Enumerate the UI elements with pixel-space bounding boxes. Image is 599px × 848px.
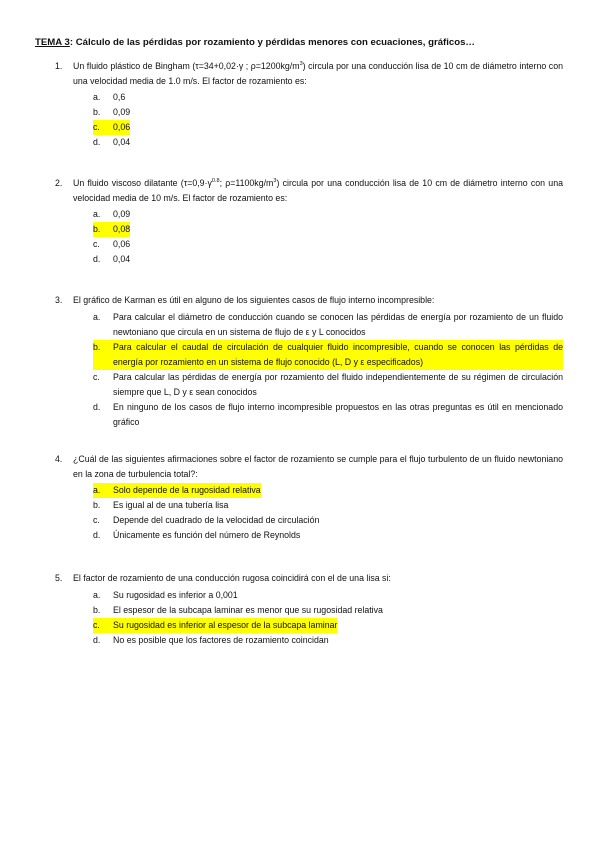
question-stem: ¿Cuál de las siguientes afirmaciones sobre el factor de rozamiento se cumple para el flujo turbulento de un fluido newtoniano en la zona de turbulencia total?: (73, 454, 563, 479)
option-text: 0,09 (113, 107, 131, 117)
answer-option (93, 633, 563, 648)
answer-option-highlighted (93, 120, 563, 135)
option-letter: d. (93, 634, 101, 645)
option-letter: c. (93, 618, 113, 633)
answer-option (93, 400, 563, 430)
option-letter: c. (93, 239, 100, 249)
option-text: 0,08 (113, 222, 130, 237)
question-2 (55, 176, 563, 267)
answer-option-highlighted (93, 618, 563, 633)
option-text: Su rugosidad es inferior a 0,001 (113, 589, 238, 600)
option-letter: c. (93, 515, 100, 525)
question-5 (55, 571, 563, 648)
option-letter: d. (93, 137, 101, 147)
option-text: 0,6 (113, 92, 126, 102)
option-text: 0,06 (113, 239, 131, 249)
answer-option (93, 207, 563, 222)
answer-option (93, 603, 563, 618)
page-title (35, 37, 475, 48)
option-text: 0,04 (113, 254, 131, 264)
question-4 (55, 452, 563, 543)
option-text: Depende del cuadrado de la velocidad de circulación (113, 515, 320, 525)
options-list (93, 310, 563, 430)
option-text: Es igual al de una tubería lisa (113, 500, 229, 510)
question-number: 5. (55, 573, 63, 583)
option-text: Para calcular el caudal de circulación de cualquier fluido incompresible, cuando se conocen las pérdidas de energía por rozamiento en un sistema de flujo conocido (L, D y ε especificados) (113, 340, 563, 370)
answer-option (93, 135, 563, 150)
question-stem: El gráfico de Karman es útil en alguno de los siguientes casos de flujo interno incompresible: (73, 295, 435, 305)
question-number: 1. (55, 61, 63, 71)
title-text: : Cálculo de las pérdidas por rozamiento y pérdidas menores con ecuaciones, gráficos… (69, 37, 476, 48)
option-text: 0,04 (113, 137, 131, 147)
question-number: 2. (55, 178, 63, 188)
options-list (93, 90, 563, 150)
option-letter: a. (93, 311, 101, 322)
answer-option (93, 513, 563, 528)
options-list (93, 483, 563, 543)
answer-option (93, 310, 563, 340)
option-text: 0,06 (113, 120, 130, 135)
question-number: 4. (55, 454, 63, 464)
answer-option (93, 370, 563, 400)
option-letter: b. (93, 340, 113, 370)
option-text: Únicamente es función del número de Reynolds (113, 530, 301, 540)
answer-option (93, 105, 563, 120)
question-stem: El factor de rozamiento de una conducción rugosa coincidirá con el de una lisa si: (73, 573, 391, 583)
option-letter: c. (93, 371, 100, 382)
option-text: 0,09 (113, 209, 131, 219)
option-letter: d. (93, 254, 101, 264)
option-letter: b. (93, 222, 113, 237)
option-text: Solo depende de la rugosidad relativa (113, 483, 261, 498)
answer-option (93, 498, 563, 513)
title-label: TEMA 3 (35, 37, 70, 48)
options-list (93, 588, 563, 648)
option-letter: b. (93, 107, 101, 117)
option-letter: d. (93, 530, 101, 540)
option-letter: a. (93, 209, 101, 219)
answer-option-highlighted (93, 340, 563, 370)
option-letter: c. (93, 120, 113, 135)
option-text: No es posible que los factores de rozamiento coincidan (113, 634, 329, 645)
options-list (93, 207, 563, 267)
answer-option (93, 252, 563, 267)
option-text: Su rugosidad es inferior al espesor de la subcapa laminar (113, 618, 337, 633)
question-1 (55, 59, 563, 150)
answer-option (93, 588, 563, 603)
answer-option (93, 237, 563, 252)
option-letter: b. (93, 500, 101, 510)
option-letter: b. (93, 604, 101, 615)
question-number: 3. (55, 295, 63, 305)
option-letter: d. (93, 401, 101, 412)
answer-option-highlighted (93, 483, 563, 498)
option-text: Para calcular las pérdidas de energía por rozamiento del fluido independientemente de su régimen de circulación siempre que L, D y ε sean conocidos (113, 371, 563, 397)
option-letter: a. (93, 92, 101, 102)
option-text: Para calcular el diámetro de conducción cuando se conocen las pérdidas de energía por rozamiento de un fluido newtoniano que circula en un sistema de flujo de ε y L conocidos (113, 311, 563, 337)
option-text: En ninguno de los casos de flujo interno incompresible propuestos en las otras preguntas es útil en mencionado gráfico (113, 401, 563, 427)
question-stem: Un fluido viscoso dilatante ($\tau=0,9\cdot\gamma^{0.8}$; $\rho=1100kg/m^3$) circula por una conducción lisa de 10 cm de diámetro interno con una velocidad media de 10 m/s. El factor de rozamiento es: (73, 178, 563, 203)
option-text: El espesor de la subcapa laminar es menor que su rugosidad relativa (113, 604, 383, 615)
option-letter: a. (93, 483, 113, 498)
question-3 (55, 293, 563, 430)
option-letter: a. (93, 589, 101, 600)
answer-option (93, 528, 563, 543)
answer-option (93, 90, 563, 105)
question-stem: Un fluido plástico de Bingham (τ=34+0,02·γ ; $\rho=1200kg/m^3$) circula por una conducción lisa de 10 cm de diámetro interno con una velocidad media de 1.0 m/s. El factor de rozamiento es: (73, 61, 563, 86)
answer-option-highlighted (93, 222, 563, 237)
